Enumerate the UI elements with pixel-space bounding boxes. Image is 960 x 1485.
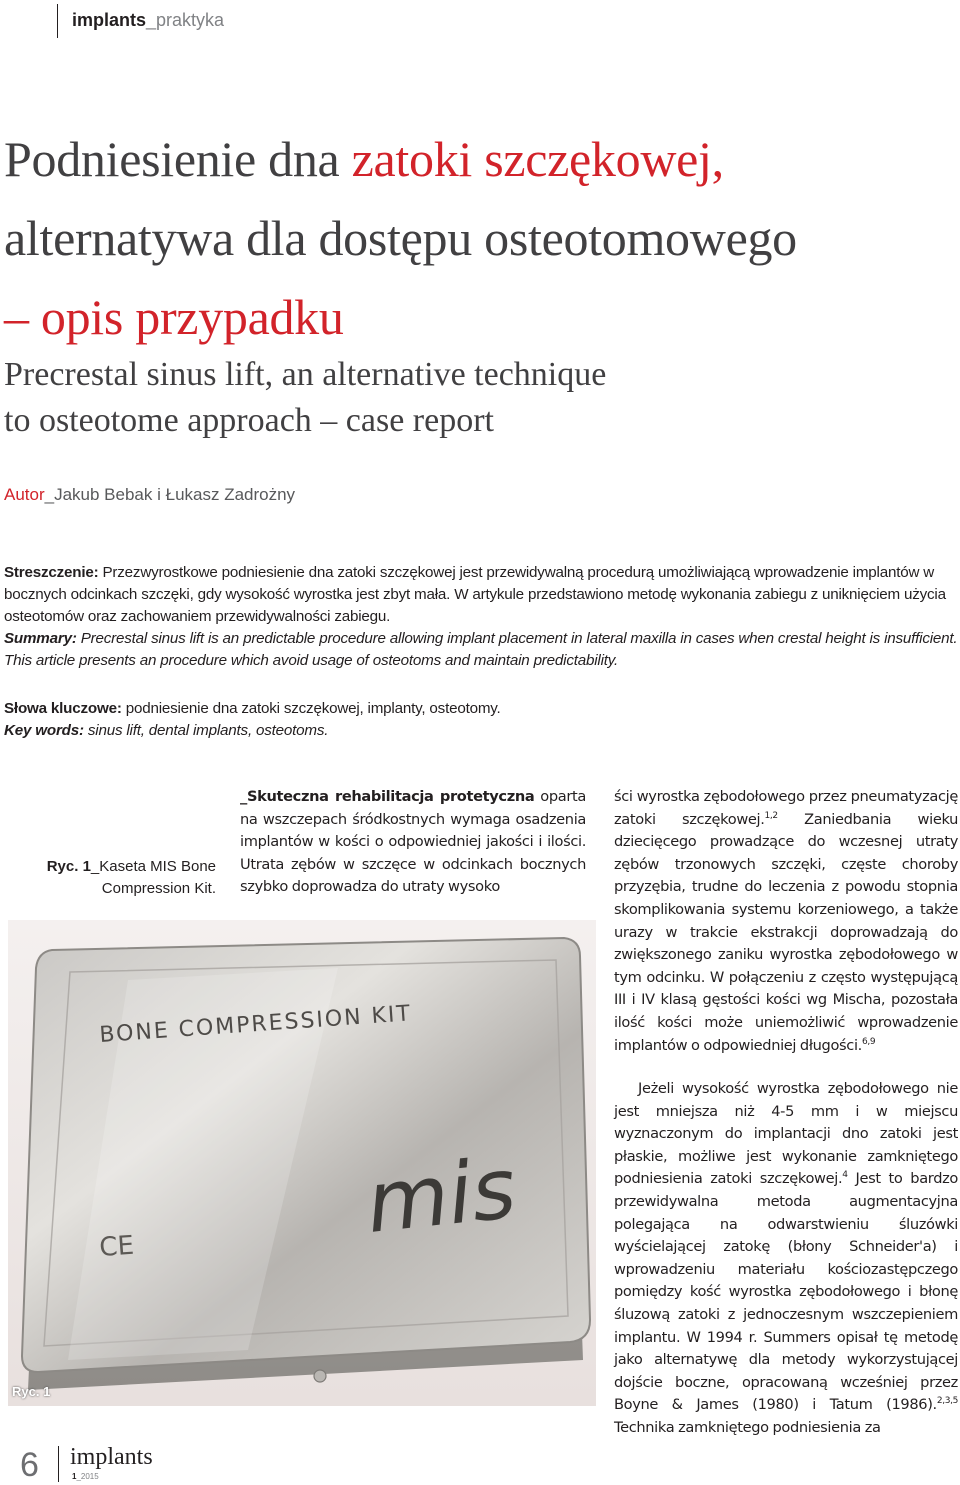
keywords-en-text: sinus lift, dental implants, osteotoms.	[83, 722, 329, 739]
figure-caption-text: _Kaseta MIS Bone Compression Kit.	[90, 858, 216, 897]
keywords-en-label: Key words:	[4, 722, 84, 739]
title-polish	[4, 120, 960, 357]
abstract-pl-text: Przezwyrostkowe podniesienie dna zatoki szczękowej jest przewidywalną procedurą umożliwiającą wprowadzenie implantów w bocznych odcinkach szczęki, gdy wysokość wyrostka jest zbyt mała. W artykule przedstawiono metodę wykonania zabiegu z uniknięciem użycia osteotomów oraz zachowaniem przewidywalności zabiegu.	[4, 564, 946, 625]
cassette-illustration	[8, 920, 596, 1406]
photo-label: Ryc. 1	[12, 1384, 51, 1399]
title-line-2: alternatywa dla dostępu osteotomowego	[4, 210, 797, 266]
footer-issue-number: 1	[72, 1472, 77, 1481]
body-right2-c: Technika zamkniętego podniesienia za	[614, 1418, 881, 1436]
footer-rule	[58, 1446, 59, 1482]
body-column-right-top	[614, 786, 958, 1057]
body-paragraph-second	[614, 1078, 958, 1440]
citation-4: 4	[842, 1170, 848, 1181]
title-line-1-start: Podniesienie dna	[4, 131, 352, 187]
keywords-polish	[4, 698, 958, 720]
body-right2-a: Jeżeli wysokość wyrostka zębodołowego nie jest mniejsza niż 4-5 mm i w miejscu wyznaczonym do implantacji dno zatoki jest płaskie, możliwe jest wykonanie zamkniętego podniesienia zatoki szczękowej.	[614, 1080, 958, 1188]
title-english	[4, 352, 960, 444]
citation-6-9: 6,9	[861, 1036, 876, 1047]
keywords-pl-label: Słowa kluczowe:	[4, 700, 122, 717]
figure-caption-label: Ryc. 1	[46, 858, 91, 875]
figure-photo-bone-compression-kit	[8, 920, 596, 1406]
author-label: Autor	[4, 485, 45, 504]
body-paragraph-intro	[240, 786, 586, 899]
lid-text: BONE COMPRESSION KIT	[98, 1001, 413, 1048]
ce-mark: CE	[98, 1230, 135, 1263]
citation-1-2: 1,2	[764, 810, 778, 821]
abstract-polish	[4, 562, 958, 628]
header-rule	[57, 4, 58, 38]
abstract-en-label: Summary:	[4, 630, 77, 647]
abstract-pl-label: Streszczenie:	[4, 564, 99, 581]
cassette-rivet	[314, 1370, 326, 1382]
footer-issue	[72, 1472, 99, 1481]
title-en-line-1: Precrestal sinus lift, an alternative technique	[4, 356, 607, 393]
body-paragraph-continued	[614, 786, 958, 1057]
body-right1-b: Zaniedbania wieku dziecięcego prowadzące do wczesnej utraty zębów trzonowych szczęki, częste choroby przyzębia, trudne do leczenia z powodu stopnia skomplikowania systemu korzeniowego, a także urazy w trakcie ekstrakcji doprowadzają do zwiększonego zaniku wyrostka zębodołowego w tym odcinku. W połączeniu z często występującą III i IV klasą gęstości kości wg Mischa, pozostała ilość kości może uniemożliwić wprowadzenie implantów o odpowiedniej długości.	[614, 810, 958, 1054]
footer-magazine: implants	[70, 1444, 153, 1470]
author-names: _Jakub Bebak i Łukasz Zadrożny	[44, 485, 296, 504]
figure-caption	[20, 856, 216, 900]
citation-2-3-5: 2,3,5	[936, 1396, 958, 1407]
header-magazine: implants	[72, 10, 147, 30]
page-number: 6	[20, 1446, 39, 1484]
title-line-1	[4, 120, 960, 199]
body-column-middle	[240, 786, 586, 899]
body-column-right-bottom	[614, 1078, 958, 1440]
keywords-english	[4, 720, 958, 742]
keywords-pl-text: podniesienie dna zatoki szczękowej, implanty, osteotomy.	[121, 700, 501, 717]
body-intro-text: oparta na wszczepach śródkostnych wymaga osadzenia implantów w kości o odpowiedniej jakości i ilości. Utrata zębów w szczęce w odcinkach bocznych szybko doprowadza do utraty wysoko	[240, 788, 586, 896]
mis-logo: mis	[361, 1138, 521, 1252]
abstract-english	[4, 628, 958, 672]
running-header	[72, 10, 224, 31]
body-lead-in: _Skuteczna rehabilitacja protetyczna	[240, 788, 535, 805]
title-line-3: – opis przypadku	[4, 289, 344, 345]
body-right1-a: ści wyrostka zębodołowego przez pneumatyzację zatoki szczękowej.	[614, 788, 958, 828]
footer-issue-year: _2015	[76, 1472, 99, 1481]
title-en-line-2: to osteotome approach – case report	[4, 402, 494, 439]
header-section: _praktyka	[146, 10, 225, 30]
title-line-1-highlight: zatoki szczękowej,	[351, 131, 724, 187]
abstract-en-text: Precrestal sinus lift is an predictable procedure allowing implant placement in lateral maxilla in cases when crestal height is insufficient. This article presents an procedure which avoid usage of osteotoms and maintain predictability.	[4, 630, 958, 669]
body-right2-b: Jest to bardzo przewidywalna metoda augmentacyjna polegająca na odwarstwieniu śluzówki wyścielającej zatokę (błony Schneider'a) i wprowadzeniu materiału kościozastępczego pomiędzy kość wyrostka zębodołowego i błonę śluzową zatoki z jednoczesnym wszczepieniem implantu. W 1994 r. Summers opisał tę metodę jako alternatywę dla metody wykorzystującej dojście boczne, opracowaną wcześniej przez Boyne & James (1980) i Tatum (1986).	[614, 1170, 958, 1414]
author-line	[4, 485, 295, 505]
